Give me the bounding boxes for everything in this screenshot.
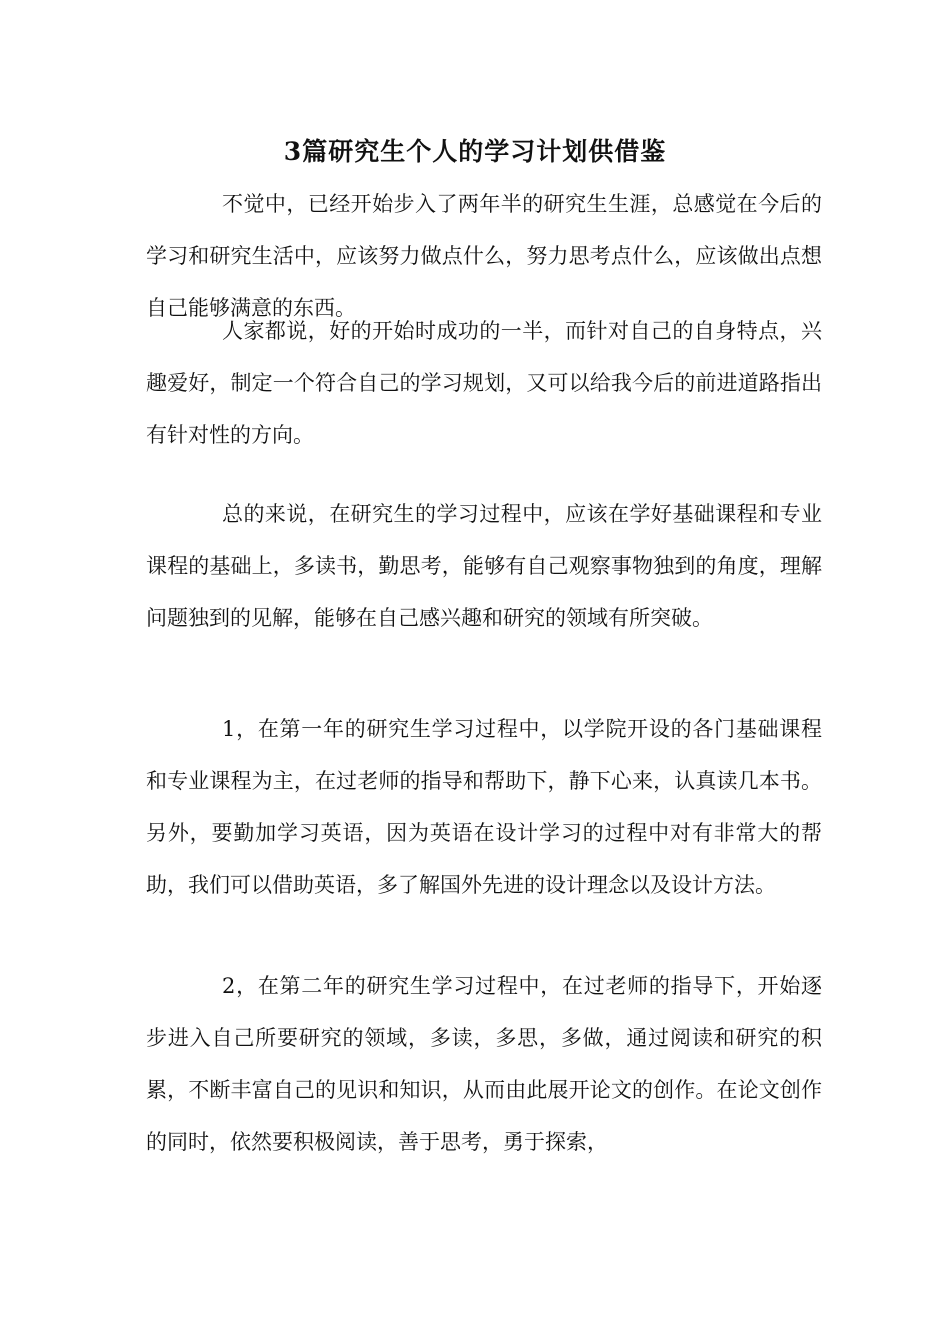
paragraph-intro: 不觉中，已经开始步入了两年半的研究生生涯，总感觉在今后的学习和研究生活中，应该努力做点什么，努力思考点什么，应该做出点想自己能够满意的东西。 [146,192,822,320]
paragraph-overview: 总的来说，在研究生的学习过程中，应该在学好基础课程和专业课程的基础上，多读书，勤思考，能够有自己观察事物独到的角度，理解问题独到的见解，能够在自己感兴趣和研究的领域有所突破。 [146,502,822,630]
paragraph-first-year: 1，在第一年的研究生学习过程中，以学院开设的各门基础课程和专业课程为主，在过老师的指导和帮助下，静下心来，认真读几本书。另外，要勤加学习英语，因为英语在设计学习的过程中对有非常大的帮助，我们可以借助英语，多了解国外先进的设计理念以及设计方法。 [146,717,822,897]
paragraph-motivation: 人家都说，好的开始时成功的一半，而针对自己的自身特点，兴趣爱好，制定一个符合自己的学习规划，又可以给我今后的前进道路指出有针对性的方向。 [146,319,822,447]
document-title: 3篇研究生个人的学习计划供借鉴 [283,137,667,166]
paragraph-second-year: 2，在第二年的研究生学习过程中，在过老师的指导下，开始逐步进入自己所要研究的领域，多读，多思，多做，通过阅读和研究的积累，不断丰富自己的见识和知识，从而由此展开论文的创作。在论文创作的同时，依然要积极阅读，善于思考，勇于探索， [146,974,822,1154]
